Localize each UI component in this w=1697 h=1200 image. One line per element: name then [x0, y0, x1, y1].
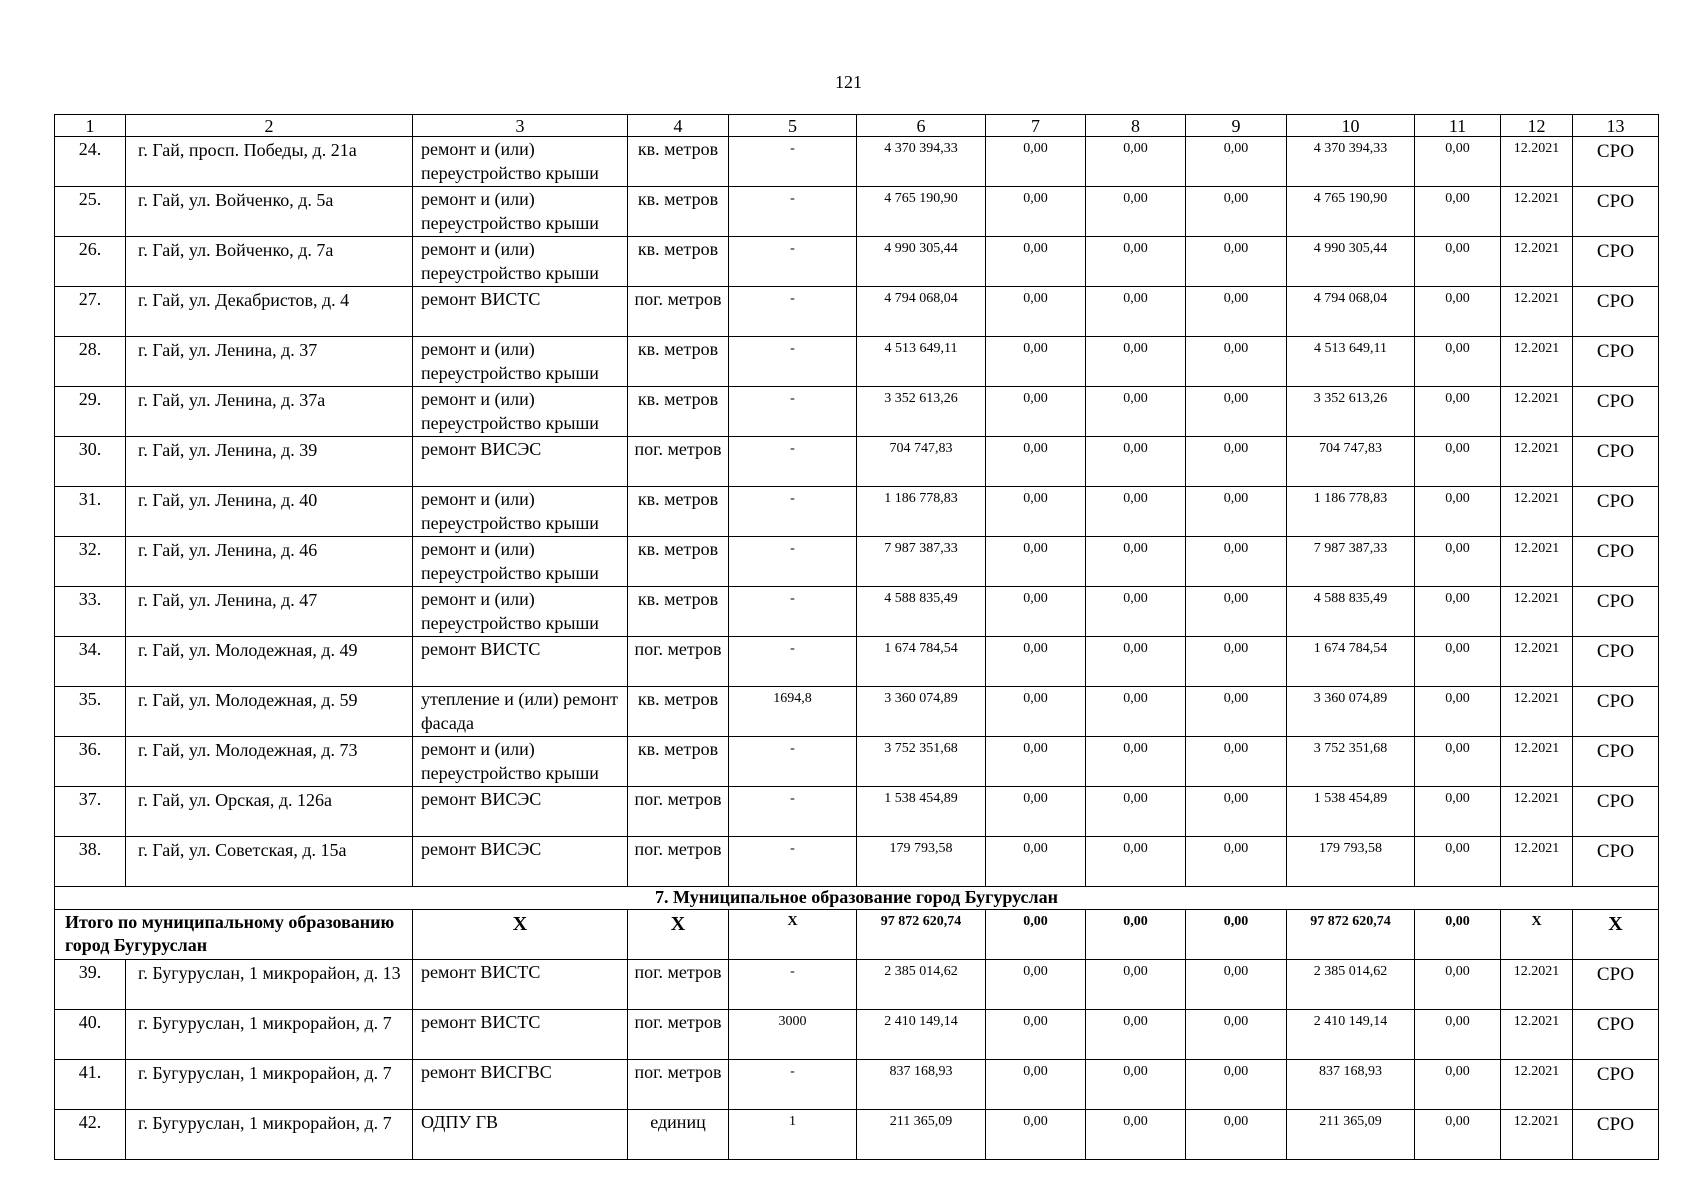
header-cell: 13: [1573, 115, 1659, 137]
volume-cell: -: [729, 237, 857, 287]
row-number: 29.: [55, 387, 126, 437]
deadline-cell: 12.2021: [1501, 1010, 1573, 1060]
unit-cell: пог. метров: [628, 437, 729, 487]
deadline-cell: 12.2021: [1501, 687, 1573, 737]
method-cell: СРО: [1573, 387, 1659, 437]
unit-cell: единиц: [628, 1110, 729, 1160]
header-cell: 11: [1415, 115, 1501, 137]
row-number: 31.: [55, 487, 126, 537]
unit-cell: кв. метров: [628, 237, 729, 287]
deadline-cell: 12.2021: [1501, 387, 1573, 437]
cost-total-cell: 3 752 351,68: [857, 737, 986, 787]
cost-col10-cell: 2 385 014,62: [1287, 960, 1415, 1010]
cost-col9-cell: 0,00: [1186, 637, 1287, 687]
cost-col8-cell: 0,00: [1086, 387, 1186, 437]
deadline-cell: 12.2021: [1501, 487, 1573, 537]
section-title: 7. Муниципальное образование город Бугуруслан: [55, 887, 1659, 910]
cost-col11-cell: 0,00: [1415, 1060, 1501, 1110]
volume-cell: -: [729, 137, 857, 187]
volume-cell: 1694,8: [729, 687, 857, 737]
address-cell: г. Гай, ул. Ленина, д. 37а: [126, 387, 413, 437]
cost-col9-cell: 0,00: [1186, 337, 1287, 387]
table-row: [55, 787, 1659, 837]
unit-cell: пог. метров: [628, 1060, 729, 1110]
address-cell: г. Гай, ул. Ленина, д. 39: [126, 437, 413, 487]
cost-total-cell: 4 370 394,33: [857, 137, 986, 187]
table-row: [55, 237, 1659, 287]
cost-col9-cell: 0,00: [1186, 537, 1287, 587]
cost-col8-cell: 0,00: [1086, 960, 1186, 1010]
header-cell: 9: [1186, 115, 1287, 137]
cost-col8-cell: 0,00: [1086, 237, 1186, 287]
address-cell: г. Гай, ул. Войченко, д. 7а: [126, 237, 413, 287]
cost-col10-cell: 1 674 784,54: [1287, 637, 1415, 687]
unit-cell: кв. метров: [628, 187, 729, 237]
header-cell: 12: [1501, 115, 1573, 137]
method-cell: СРО: [1573, 787, 1659, 837]
volume-cell: -: [729, 387, 857, 437]
deadline-cell: 12.2021: [1501, 287, 1573, 337]
volume-cell: -: [729, 637, 857, 687]
cost-total-cell: 2 385 014,62: [857, 960, 986, 1010]
column-number-header: [55, 115, 1659, 137]
total-col4: X: [628, 910, 729, 960]
total-col7: 0,00: [986, 910, 1086, 960]
address-cell: г. Бугуруслан, 1 микрорайон, д. 7: [126, 1010, 413, 1060]
cost-col11-cell: 0,00: [1415, 287, 1501, 337]
volume-cell: -: [729, 437, 857, 487]
cost-col8-cell: 0,00: [1086, 687, 1186, 737]
cost-col7-cell: 0,00: [986, 960, 1086, 1010]
volume-cell: -: [729, 337, 857, 387]
header-cell: 4: [628, 115, 729, 137]
cost-col8-cell: 0,00: [1086, 437, 1186, 487]
deadline-cell: 12.2021: [1501, 1060, 1573, 1110]
cost-col8-cell: 0,00: [1086, 637, 1186, 687]
method-cell: СРО: [1573, 137, 1659, 187]
method-cell: СРО: [1573, 637, 1659, 687]
row-number: 33.: [55, 587, 126, 637]
address-cell: г. Бугуруслан, 1 микрорайон, д. 7: [126, 1110, 413, 1160]
table-row: [55, 487, 1659, 537]
volume-cell: -: [729, 737, 857, 787]
cost-col9-cell: 0,00: [1186, 737, 1287, 787]
cost-col7-cell: 0,00: [986, 337, 1086, 387]
table-row: [55, 837, 1659, 887]
cost-col11-cell: 0,00: [1415, 537, 1501, 587]
cost-col10-cell: 4 990 305,44: [1287, 237, 1415, 287]
cost-col9-cell: 0,00: [1186, 1060, 1287, 1110]
work-type-cell: ремонт ВИСТС: [413, 637, 628, 687]
cost-col10-cell: 4 513 649,11: [1287, 337, 1415, 387]
table-row: [55, 687, 1659, 737]
row-number: 24.: [55, 137, 126, 187]
deadline-cell: 12.2021: [1501, 237, 1573, 287]
header-cell: 5: [729, 115, 857, 137]
table-row: [55, 287, 1659, 337]
deadline-cell: 12.2021: [1501, 537, 1573, 587]
cost-col11-cell: 0,00: [1415, 337, 1501, 387]
deadline-cell: 12.2021: [1501, 137, 1573, 187]
table-row: [55, 137, 1659, 187]
cost-col11-cell: 0,00: [1415, 637, 1501, 687]
address-cell: г. Гай, ул. Ленина, д. 47: [126, 587, 413, 637]
work-type-cell: ремонт и (или) переустройство крыши: [413, 337, 628, 387]
header-cell: 7: [986, 115, 1086, 137]
cost-total-cell: 2 410 149,14: [857, 1010, 986, 1060]
table-row: [55, 637, 1659, 687]
cost-total-cell: 7 987 387,33: [857, 537, 986, 587]
cost-col8-cell: 0,00: [1086, 837, 1186, 887]
address-cell: г. Гай, ул. Ленина, д. 37: [126, 337, 413, 387]
work-type-cell: ремонт и (или) переустройство крыши: [413, 387, 628, 437]
cost-col11-cell: 0,00: [1415, 237, 1501, 287]
cost-col10-cell: 2 410 149,14: [1287, 1010, 1415, 1060]
total-col8: 0,00: [1086, 910, 1186, 960]
unit-cell: кв. метров: [628, 387, 729, 437]
total-col12: X: [1501, 910, 1573, 960]
work-type-cell: утепление и (или) ремонт фасада: [413, 687, 628, 737]
method-cell: СРО: [1573, 237, 1659, 287]
cost-col7-cell: 0,00: [986, 837, 1086, 887]
cost-col9-cell: 0,00: [1186, 1010, 1287, 1060]
total-col6: 97 872 620,74: [857, 910, 986, 960]
cost-col11-cell: 0,00: [1415, 487, 1501, 537]
row-number: 40.: [55, 1010, 126, 1060]
row-number: 28.: [55, 337, 126, 387]
cost-col9-cell: 0,00: [1186, 187, 1287, 237]
unit-cell: пог. метров: [628, 837, 729, 887]
method-cell: СРО: [1573, 687, 1659, 737]
volume-cell: -: [729, 537, 857, 587]
work-type-cell: ремонт и (или) переустройство крыши: [413, 137, 628, 187]
deadline-cell: 12.2021: [1501, 960, 1573, 1010]
cost-col9-cell: 0,00: [1186, 487, 1287, 537]
row-number: 41.: [55, 1060, 126, 1110]
row-number: 38.: [55, 837, 126, 887]
method-cell: СРО: [1573, 587, 1659, 637]
method-cell: СРО: [1573, 960, 1659, 1010]
address-cell: г. Гай, просп. Победы, д. 21а: [126, 137, 413, 187]
cost-total-cell: 704 747,83: [857, 437, 986, 487]
method-cell: СРО: [1573, 187, 1659, 237]
address-cell: г. Бугуруслан, 1 микрорайон, д. 7: [126, 1060, 413, 1110]
cost-col8-cell: 0,00: [1086, 187, 1186, 237]
cost-total-cell: 1 674 784,54: [857, 637, 986, 687]
repair-program-table: [54, 114, 1659, 1160]
total-col13: X: [1573, 910, 1659, 960]
work-type-cell: ремонт ВИСЭС: [413, 787, 628, 837]
cost-col9-cell: 0,00: [1186, 687, 1287, 737]
cost-col11-cell: 0,00: [1415, 837, 1501, 887]
row-number: 36.: [55, 737, 126, 787]
cost-total-cell: 211 365,09: [857, 1110, 986, 1160]
cost-total-cell: 4 990 305,44: [857, 237, 986, 287]
volume-cell: -: [729, 287, 857, 337]
header-cell: 1: [55, 115, 126, 137]
cost-col10-cell: 4 588 835,49: [1287, 587, 1415, 637]
volume-cell: -: [729, 837, 857, 887]
cost-col8-cell: 0,00: [1086, 487, 1186, 537]
table-row: [55, 1010, 1659, 1060]
unit-cell: пог. метров: [628, 637, 729, 687]
row-number: 42.: [55, 1110, 126, 1160]
cost-col8-cell: 0,00: [1086, 787, 1186, 837]
unit-cell: пог. метров: [628, 1010, 729, 1060]
cost-col8-cell: 0,00: [1086, 137, 1186, 187]
address-cell: г. Гай, ул. Декабристов, д. 4: [126, 287, 413, 337]
cost-col7-cell: 0,00: [986, 637, 1086, 687]
volume-cell: -: [729, 960, 857, 1010]
total-col3: X: [413, 910, 628, 960]
work-type-cell: ремонт ВИСГВС: [413, 1060, 628, 1110]
cost-col8-cell: 0,00: [1086, 1060, 1186, 1110]
header-cell: 8: [1086, 115, 1186, 137]
method-cell: СРО: [1573, 737, 1659, 787]
work-type-cell: ремонт ВИСЭС: [413, 437, 628, 487]
deadline-cell: 12.2021: [1501, 1110, 1573, 1160]
header-cell: 3: [413, 115, 628, 137]
table-row: [55, 187, 1659, 237]
cost-total-cell: 179 793,58: [857, 837, 986, 887]
table-row: [55, 960, 1659, 1010]
cost-col7-cell: 0,00: [986, 387, 1086, 437]
volume-cell: -: [729, 187, 857, 237]
row-number: 39.: [55, 960, 126, 1010]
cost-col7-cell: 0,00: [986, 1060, 1086, 1110]
cost-col10-cell: 4 794 068,04: [1287, 287, 1415, 337]
address-cell: г. Гай, ул. Молодежная, д. 49: [126, 637, 413, 687]
cost-col7-cell: 0,00: [986, 537, 1086, 587]
cost-col9-cell: 0,00: [1186, 237, 1287, 287]
volume-cell: -: [729, 787, 857, 837]
method-cell: СРО: [1573, 287, 1659, 337]
row-number: 26.: [55, 237, 126, 287]
work-type-cell: ремонт и (или) переустройство крыши: [413, 487, 628, 537]
cost-col11-cell: 0,00: [1415, 960, 1501, 1010]
unit-cell: пог. метров: [628, 960, 729, 1010]
cost-col11-cell: 0,00: [1415, 1010, 1501, 1060]
volume-cell: -: [729, 587, 857, 637]
unit-cell: кв. метров: [628, 137, 729, 187]
address-cell: г. Гай, ул. Молодежная, д. 73: [126, 737, 413, 787]
table-row: [55, 1060, 1659, 1110]
work-type-cell: ОДПУ ГВ: [413, 1110, 628, 1160]
unit-cell: пог. метров: [628, 287, 729, 337]
address-cell: г. Гай, ул. Орская, д. 126а: [126, 787, 413, 837]
cost-col10-cell: 1 538 454,89: [1287, 787, 1415, 837]
header-cell: 10: [1287, 115, 1415, 137]
cost-col7-cell: 0,00: [986, 287, 1086, 337]
row-number: 25.: [55, 187, 126, 237]
cost-col10-cell: 837 168,93: [1287, 1060, 1415, 1110]
work-type-cell: ремонт и (или) переустройство крыши: [413, 187, 628, 237]
address-cell: г. Гай, ул. Войченко, д. 5а: [126, 187, 413, 237]
cost-col8-cell: 0,00: [1086, 337, 1186, 387]
total-label: Итого по муниципальному образованию город Бугуруслан: [55, 910, 413, 960]
method-cell: СРО: [1573, 837, 1659, 887]
cost-col10-cell: 211 365,09: [1287, 1110, 1415, 1160]
cost-col10-cell: 4 370 394,33: [1287, 137, 1415, 187]
cost-total-cell: 4 588 835,49: [857, 587, 986, 637]
cost-col7-cell: 0,00: [986, 437, 1086, 487]
cost-col9-cell: 0,00: [1186, 837, 1287, 887]
method-cell: СРО: [1573, 1010, 1659, 1060]
cost-col8-cell: 0,00: [1086, 1010, 1186, 1060]
cost-total-cell: 3 360 074,89: [857, 687, 986, 737]
work-type-cell: ремонт ВИСТС: [413, 960, 628, 1010]
cost-total-cell: 837 168,93: [857, 1060, 986, 1110]
work-type-cell: ремонт и (или) переустройство крыши: [413, 587, 628, 637]
cost-col7-cell: 0,00: [986, 237, 1086, 287]
volume-cell: 3000: [729, 1010, 857, 1060]
deadline-cell: 12.2021: [1501, 437, 1573, 487]
cost-col9-cell: 0,00: [1186, 287, 1287, 337]
unit-cell: кв. метров: [628, 587, 729, 637]
cost-col11-cell: 0,00: [1415, 1110, 1501, 1160]
section-row: [55, 887, 1659, 910]
deadline-cell: 12.2021: [1501, 787, 1573, 837]
cost-col11-cell: 0,00: [1415, 737, 1501, 787]
table-row: [55, 537, 1659, 587]
cost-col11-cell: 0,00: [1415, 687, 1501, 737]
cost-col9-cell: 0,00: [1186, 387, 1287, 437]
cost-total-cell: 1 538 454,89: [857, 787, 986, 837]
cost-col11-cell: 0,00: [1415, 137, 1501, 187]
cost-col8-cell: 0,00: [1086, 587, 1186, 637]
cost-col11-cell: 0,00: [1415, 387, 1501, 437]
cost-col8-cell: 0,00: [1086, 537, 1186, 587]
work-type-cell: ремонт ВИСТС: [413, 1010, 628, 1060]
address-cell: г. Гай, ул. Молодежная, д. 59: [126, 687, 413, 737]
cost-col7-cell: 0,00: [986, 187, 1086, 237]
address-cell: г. Гай, ул. Советская, д. 15а: [126, 837, 413, 887]
row-number: 30.: [55, 437, 126, 487]
cost-col11-cell: 0,00: [1415, 787, 1501, 837]
cost-col10-cell: 179 793,58: [1287, 837, 1415, 887]
row-number: 34.: [55, 637, 126, 687]
deadline-cell: 12.2021: [1501, 837, 1573, 887]
cost-col7-cell: 0,00: [986, 1010, 1086, 1060]
address-cell: г. Бугуруслан, 1 микрорайон, д. 13: [126, 960, 413, 1010]
work-type-cell: ремонт и (или) переустройство крыши: [413, 537, 628, 587]
total-row: [55, 910, 1659, 960]
page-number: 121: [835, 72, 862, 92]
table-row: [55, 587, 1659, 637]
deadline-cell: 12.2021: [1501, 337, 1573, 387]
cost-col9-cell: 0,00: [1186, 960, 1287, 1010]
cost-col10-cell: 1 186 778,83: [1287, 487, 1415, 537]
cost-col7-cell: 0,00: [986, 587, 1086, 637]
volume-cell: 1: [729, 1110, 857, 1160]
cost-col8-cell: 0,00: [1086, 1110, 1186, 1160]
cost-col7-cell: 0,00: [986, 487, 1086, 537]
cost-total-cell: 4 794 068,04: [857, 287, 986, 337]
unit-cell: кв. метров: [628, 737, 729, 787]
row-number: 35.: [55, 687, 126, 737]
total-col5: X: [729, 910, 857, 960]
cost-total-cell: 1 186 778,83: [857, 487, 986, 537]
deadline-cell: 12.2021: [1501, 587, 1573, 637]
address-cell: г. Гай, ул. Ленина, д. 40: [126, 487, 413, 537]
cost-col11-cell: 0,00: [1415, 187, 1501, 237]
unit-cell: пог. метров: [628, 787, 729, 837]
cost-col9-cell: 0,00: [1186, 587, 1287, 637]
method-cell: СРО: [1573, 487, 1659, 537]
total-col10: 97 872 620,74: [1287, 910, 1415, 960]
cost-col10-cell: 704 747,83: [1287, 437, 1415, 487]
cost-col9-cell: 0,00: [1186, 787, 1287, 837]
header-cell: 2: [126, 115, 413, 137]
cost-total-cell: 4 765 190,90: [857, 187, 986, 237]
cost-col9-cell: 0,00: [1186, 437, 1287, 487]
header-cell: 6: [857, 115, 986, 137]
unit-cell: кв. метров: [628, 687, 729, 737]
cost-col9-cell: 0,00: [1186, 137, 1287, 187]
cost-col7-cell: 0,00: [986, 787, 1086, 837]
row-number: 32.: [55, 537, 126, 587]
total-col11: 0,00: [1415, 910, 1501, 960]
cost-col10-cell: 4 765 190,90: [1287, 187, 1415, 237]
method-cell: СРО: [1573, 537, 1659, 587]
method-cell: СРО: [1573, 337, 1659, 387]
work-type-cell: ремонт и (или) переустройство крыши: [413, 737, 628, 787]
row-number: 27.: [55, 287, 126, 337]
table-row: [55, 387, 1659, 437]
cost-col8-cell: 0,00: [1086, 737, 1186, 787]
cost-col10-cell: 3 352 613,26: [1287, 387, 1415, 437]
cost-col11-cell: 0,00: [1415, 587, 1501, 637]
table-row: [55, 1110, 1659, 1160]
table-row: [55, 337, 1659, 387]
cost-total-cell: 3 352 613,26: [857, 387, 986, 437]
cost-col8-cell: 0,00: [1086, 287, 1186, 337]
method-cell: СРО: [1573, 437, 1659, 487]
cost-total-cell: 4 513 649,11: [857, 337, 986, 387]
cost-col11-cell: 0,00: [1415, 437, 1501, 487]
total-col9: 0,00: [1186, 910, 1287, 960]
table-row: [55, 437, 1659, 487]
cost-col7-cell: 0,00: [986, 737, 1086, 787]
work-type-cell: ремонт и (или) переустройство крыши: [413, 237, 628, 287]
cost-col7-cell: 0,00: [986, 1110, 1086, 1160]
cost-col7-cell: 0,00: [986, 137, 1086, 187]
deadline-cell: 12.2021: [1501, 187, 1573, 237]
method-cell: СРО: [1573, 1060, 1659, 1110]
volume-cell: -: [729, 487, 857, 537]
table-row: [55, 737, 1659, 787]
volume-cell: -: [729, 1060, 857, 1110]
deadline-cell: 12.2021: [1501, 737, 1573, 787]
row-number: 37.: [55, 787, 126, 837]
work-type-cell: ремонт ВИСЭС: [413, 837, 628, 887]
work-type-cell: ремонт ВИСТС: [413, 287, 628, 337]
unit-cell: кв. метров: [628, 337, 729, 387]
cost-col10-cell: 3 752 351,68: [1287, 737, 1415, 787]
unit-cell: кв. метров: [628, 487, 729, 537]
cost-col7-cell: 0,00: [986, 687, 1086, 737]
method-cell: СРО: [1573, 1110, 1659, 1160]
unit-cell: кв. метров: [628, 537, 729, 587]
cost-col10-cell: 7 987 387,33: [1287, 537, 1415, 587]
cost-col9-cell: 0,00: [1186, 1110, 1287, 1160]
address-cell: г. Гай, ул. Ленина, д. 46: [126, 537, 413, 587]
deadline-cell: 12.2021: [1501, 637, 1573, 687]
cost-col10-cell: 3 360 074,89: [1287, 687, 1415, 737]
